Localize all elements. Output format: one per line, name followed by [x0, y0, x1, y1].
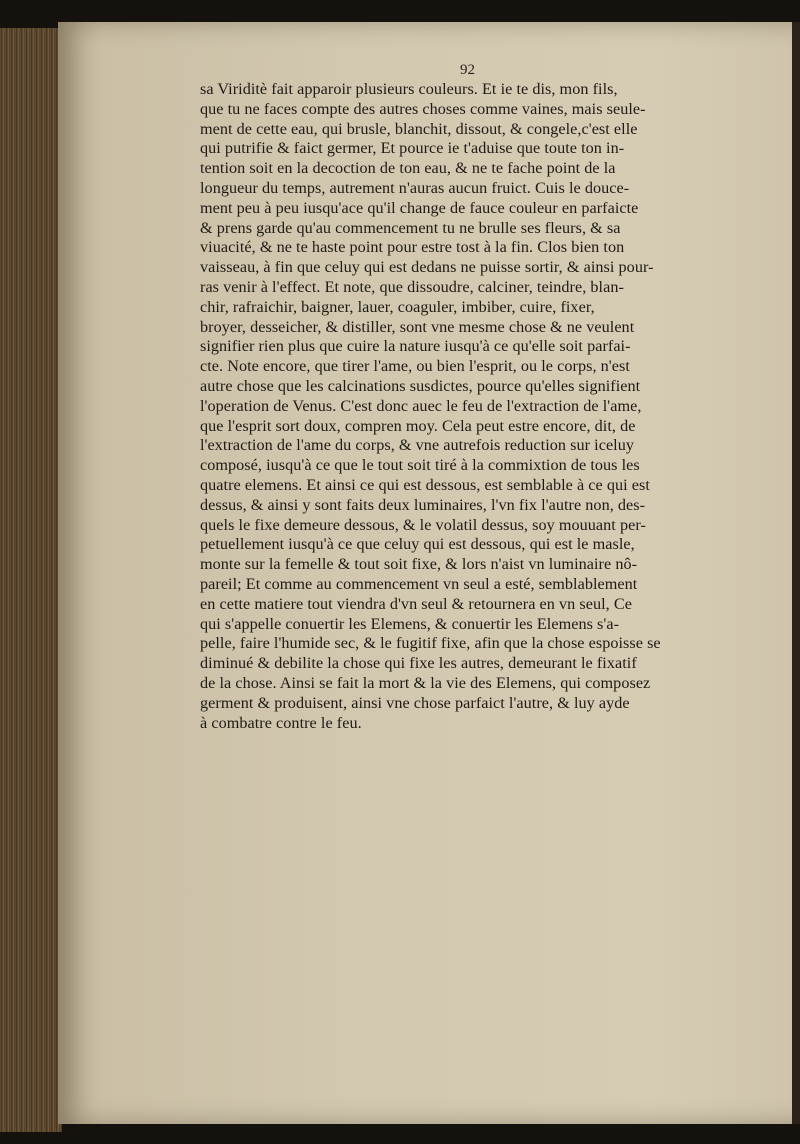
text-line: que tu ne faces compte des autres choses comme vaines, mais seule-: [200, 99, 646, 118]
text-line: viuacité, & ne te haste point pour estre tost à la fin. Clos bien ton: [200, 238, 625, 257]
page-number: 92: [460, 62, 475, 78]
text-line: de la chose. Ainsi se fait la mort & la vie des Elemens, qui composez: [200, 673, 651, 692]
text-line: broyer, desseicher, & distiller, sont vne mesme chose & ne veulent: [200, 317, 635, 336]
text-line: ment peu à peu iusqu'ace qu'il change de fauce couleur en parfaicte: [200, 198, 639, 217]
text-line: ras venir à l'effect. Et note, que dissoudre, calciner, teindre, blan-: [200, 277, 624, 296]
text-line: diminué & debilite la chose qui fixe les autres, demeurant le fixatif: [200, 654, 637, 673]
text-line: chir, rafraichir, baigner, lauer, coaguler, imbiber, cuire, fixer,: [200, 297, 595, 316]
text-line: en cette matiere tout viendra d'vn seul & retournera en vn seul, Ce: [200, 594, 632, 613]
text-line: que l'esprit sort doux, compren moy. Cela peut estre encore, dit, de: [200, 416, 636, 435]
text-line: quels le fixe demeure dessous, & le volatil dessus, soy mouuant per-: [200, 515, 646, 534]
text-line: quatre elemens. Et ainsi ce qui est dessous, est semblable à ce qui est: [200, 475, 650, 494]
body-text: [200, 80, 766, 733]
text-line: & prens garde qu'au commencement tu ne brulle ses fleurs, & sa: [200, 218, 621, 237]
text-line: sa Viriditè fait apparoir plusieurs couleurs. Et ie te dis, mon fils,: [200, 80, 618, 98]
text-line: longueur du temps, autrement n'auras aucun fruict. Cuis le douce-: [200, 178, 630, 197]
text-line: l'extraction de l'ame du corps, & vne autrefois reduction sur iceluy: [200, 436, 635, 455]
text-line: pelle, faire l'humide sec, & le fugitif fixe, afin que la chose espoisse se: [200, 634, 661, 653]
text-line: autre chose que les calcinations susdictes, pource qu'elles signifient: [200, 376, 641, 395]
text-line: l'operation de Venus. C'est donc auec le feu de l'extraction de l'ame,: [200, 396, 642, 415]
text-line: à combatre contre le feu.: [200, 713, 362, 732]
text-line: signifier rien plus que cuire la nature iusqu'à ce qu'elle soit parfai-: [200, 337, 631, 356]
text-line: ment de cette eau, qui brusle, blanchit, dissout, & congele,c'est elle: [200, 119, 638, 138]
text-line: vaisseau, à fin que celuy qui est dedans ne puisse sortir, & ainsi pour-: [200, 258, 654, 277]
book-spine-edge: [0, 28, 62, 1132]
text-line: germent & produisent, ainsi vne chose parfaict l'autre, & luy ayde: [200, 693, 630, 712]
text-line: tention soit en la decoction de ton eau, & ne te fache point de la: [200, 159, 616, 178]
text-line: qui s'appelle conuertir les Elemens, & conuertir les Elemens s'a-: [200, 614, 620, 633]
text-line: pareil; Et comme au commencement vn seul a esté, semblablement: [200, 574, 638, 593]
text-line: composé, iusqu'à ce que le tout soit tiré à la commixtion de tous les: [200, 456, 640, 475]
text-line: qui putrifie & faict germer, Et pource ie t'aduise que toute ton in-: [200, 139, 625, 158]
text-line: dessus, & ainsi y sont faits deux luminaires, l'vn fix l'autre non, des-: [200, 495, 646, 514]
text-line: cte. Note encore, que tirer l'ame, ou bien l'esprit, ou le corps, n'est: [200, 357, 630, 376]
text-line: monte sur la femelle & tout soit fixe, & lors n'aist vn luminaire nô-: [200, 555, 638, 574]
scan-border: [792, 22, 800, 1124]
text-line: petuellement iusqu'à ce que celuy qui est dessous, qui est le masle,: [200, 535, 635, 554]
